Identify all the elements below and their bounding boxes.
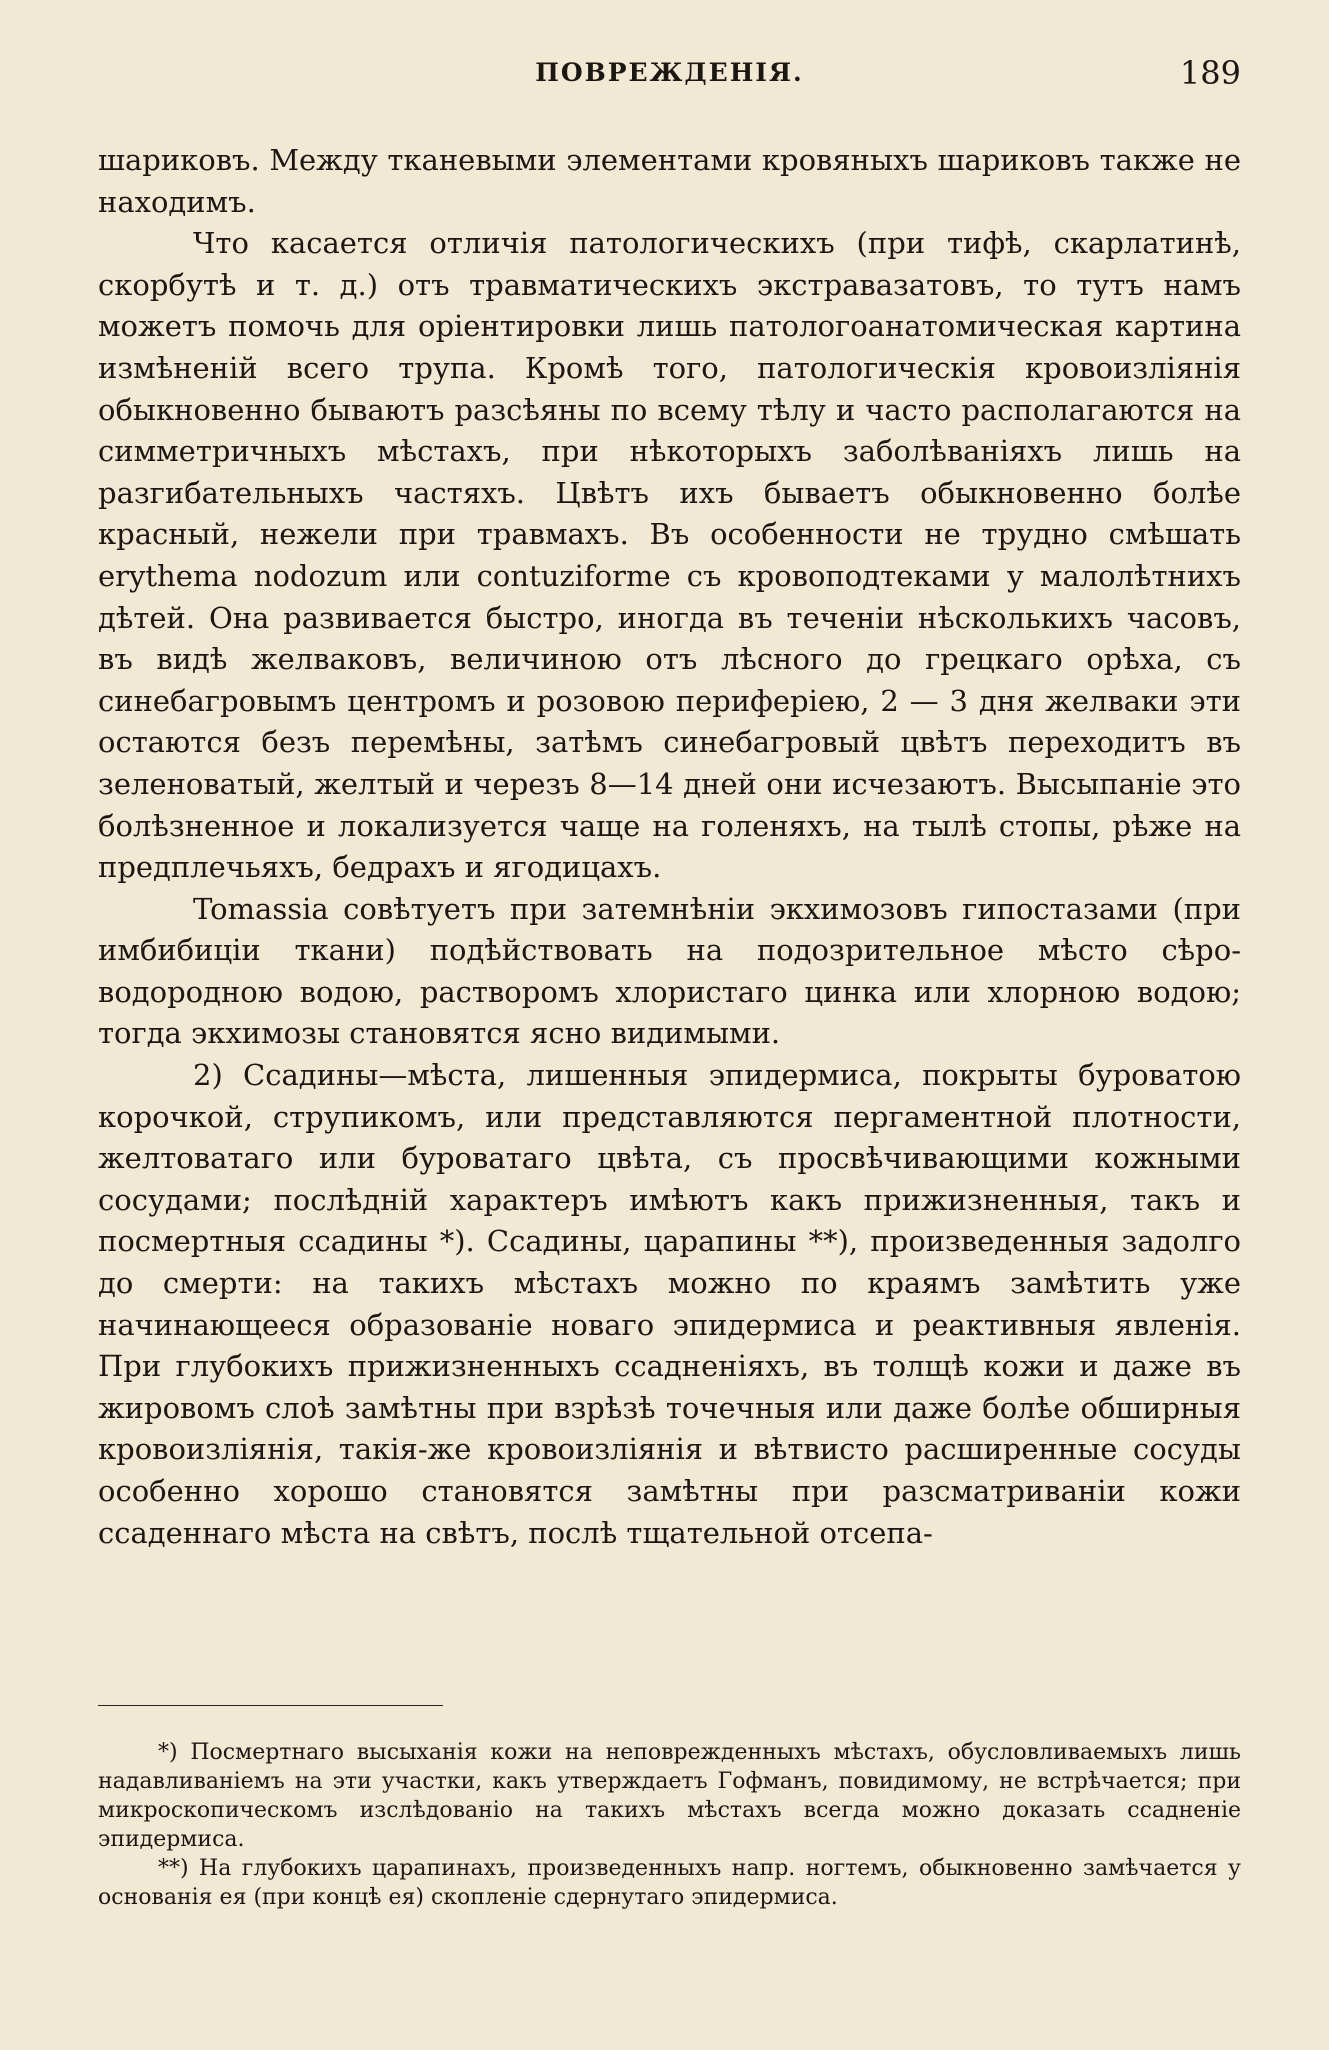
footnote-divider	[98, 1705, 443, 1706]
footnote-2: **) На глубокихъ царапинахъ, произведенныхъ напр. ногтемъ, обыкновенно замѣчается у основанія ея (при концѣ ея) скопленіе сдернутаго эпидермиса.	[98, 1856, 1241, 1910]
footnotes	[98, 1738, 1241, 1912]
footnote-1: *) Посмертнаго высыханія кожи на неповрежденныхъ мѣстахъ, обусловливаемыхъ лишь надавливаніемъ на эти участки, какъ утверждаетъ Гофманъ, повидимому, не встрѣчается; при микроскопическомъ изслѣдованіо на такихъ мѣстахъ всегда можно доказать ссадненіе эпидермиса.	[98, 1740, 1241, 1852]
paragraph-abrasions: 2) Ссадины—мѣста, лишенныя эпидермиса, покрыты буроватою корочкой, струпикомъ, или представляются пергаментной плотности, желтоватаго или буроватаго цвѣта, съ просвѣчивающими кожными сосудами; послѣдній характеръ имѣютъ какъ прижизненныя, такъ и посмертныя ссадины *). Ссадины, царапины **), произведенныя задолго до смерти: на такихъ мѣстахъ можно по краямъ замѣтить уже начинающееся образованіе новаго эпидермиса и реактивныя явленія. При глубокихъ прижизненныхъ ссадненіяхъ, въ толщѣ кожи и даже въ жировомъ слоѣ замѣтны при взрѣзѣ точечныя или даже болѣе обширныя кровоизліянія, такія-же кровоизліянія и вѣтвисто расширенные сосуды особенно хорошо становятся замѣтны при разсматриваніи кожи ссаденнаго мѣста на свѣтъ, послѣ тщательной отсепа-	[98, 1058, 1241, 1550]
paragraph-tomassia: Tomassia совѣтуетъ при затемнѣніи экхимозовъ гипостазами (при имбибиціи ткани) подѣйствовать на подозрительное мѣсто сѣро-водородною водою, растворомъ хлористаго цинка или хлорною водою; тогда экхимозы становятся ясно видимыми.	[98, 891, 1241, 1051]
page-number: 189	[1179, 54, 1241, 92]
paragraph-continuation: шариковъ. Между тканевыми элементами кровяныхъ шариковъ также не находимъ.	[98, 143, 1241, 219]
running-head: ПОВРЕЖДЕНІЯ.	[535, 58, 804, 87]
main-text	[98, 140, 1241, 1554]
page-header	[98, 54, 1241, 98]
paragraph-pathological-extravasates: Что касается отличія патологическихъ (при тифѣ, скарлатинѣ, скорбутѣ и т. д.) отъ травматическихъ экстравазатовъ, то тутъ намъ можетъ помочь для оріентировки лишь патологоанатомическая картина измѣненій всего трупа. Кромѣ того, патологическія кровоизліянія обыкновенно бываютъ разсѣяны по всему тѣлу и часто располагаются на симметричныхъ мѣстахъ, при нѣкоторыхъ заболѣваніяхъ лишь на разгибательныхъ частяхъ. Цвѣтъ ихъ бываетъ обыкновенно болѣе красный, нежели при травмахъ. Въ особенности не трудно смѣшать erythema nodozum или contuziforme съ кровоподтеками у малолѣтнихъ дѣтей. Она развивается быстро, иногда въ теченіи нѣсколькихъ часовъ, въ видѣ желваковъ, величиною отъ лѣсного до грецкаго орѣха, съ синебагровымъ центромъ и розовою периферіею, 2 — 3 дня желваки эти остаются безъ перемѣны, затѣмъ синебагровый цвѣтъ переходитъ въ зеленоватый, желтый и черезъ 8—14 дней они исчезаютъ. Высыпаніе это болѣзненное и локализуется чаще на голеняхъ, на тылѣ стопы, рѣже на предплечьяхъ, бедрахъ и ягодицахъ.	[98, 226, 1241, 885]
